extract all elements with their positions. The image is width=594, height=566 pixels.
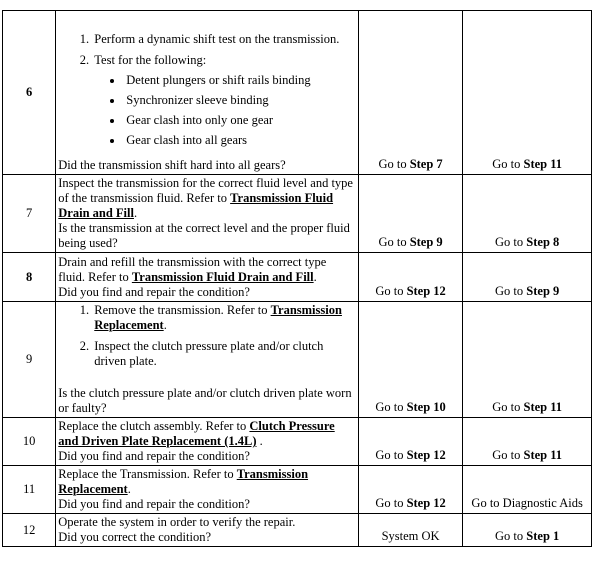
step-number: 10 <box>3 418 56 466</box>
step-number: 11 <box>3 466 56 514</box>
no-action <box>463 302 592 418</box>
list-item-text: Test for the following: <box>94 53 207 67</box>
transmission-replacement-link[interactable]: Transmission Replacement <box>58 467 309 496</box>
list-item-end: . <box>163 318 167 332</box>
step-action <box>56 302 359 418</box>
step-question: Did you find and repair the condition? <box>58 285 250 299</box>
list-item: 2. Inspect the clutch pressure plate and/or clutch driven plate. <box>92 339 356 369</box>
step-question: Is the transmission at the correct level and the proper fluid being used? <box>58 221 350 250</box>
yes-action <box>358 514 463 547</box>
yes-action <box>358 466 463 514</box>
list-item: 1. Perform a dynamic shift test on the transmission. <box>92 32 356 47</box>
no-action <box>463 466 592 514</box>
no-step-link[interactable]: Step 8 <box>526 235 560 249</box>
list-item-text: Remove the transmission. Refer to <box>94 303 271 317</box>
system-ok-text: System OK <box>381 529 440 543</box>
table-row <box>3 466 592 514</box>
step-question: Did you find and repair the condition? <box>58 497 250 511</box>
no-prefix: Go to <box>492 400 524 414</box>
step-text: Drain and refill the transmission with the correct type fluid. Refer to <box>58 255 327 284</box>
transmission-replacement-link[interactable]: Transmission Replacement <box>94 303 342 332</box>
step-text-end: . <box>256 434 263 448</box>
list-item <box>92 53 356 148</box>
step-question: Did the transmission shift hard into all gears? <box>58 158 286 172</box>
yes-action <box>358 11 463 175</box>
no-prefix: Go to <box>495 284 527 298</box>
step-question: Did you find and repair the condition? <box>58 449 250 463</box>
yes-prefix: Go to <box>375 448 407 462</box>
no-prefix: Go to <box>495 529 527 543</box>
no-step-link[interactable]: Step 11 <box>523 400 563 414</box>
bullet-list <box>94 73 356 148</box>
table-row <box>3 11 592 175</box>
table-row <box>3 418 592 466</box>
table-row <box>3 175 592 253</box>
step-question: Is the clutch pressure plate and/or clutch driven plate worn or faulty? <box>58 386 352 415</box>
transmission-fluid-drain-fill-link[interactable]: Transmission Fluid Drain and Fill <box>58 191 334 220</box>
diagnostic-aids-link[interactable]: Go to Diagnostic Aids <box>471 496 583 510</box>
yes-prefix: Go to <box>375 284 407 298</box>
step-text-end: . <box>313 270 317 284</box>
yes-action <box>358 418 463 466</box>
no-step-link[interactable]: Step 9 <box>526 284 560 298</box>
yes-step-link[interactable]: Step 10 <box>406 400 446 414</box>
no-step-link[interactable]: Step 1 <box>526 529 560 543</box>
yes-step-link[interactable]: Step 12 <box>406 284 446 298</box>
instruction-list <box>58 303 356 369</box>
transmission-fluid-drain-fill-link[interactable]: Transmission Fluid Drain and Fill <box>131 270 314 284</box>
table-row <box>3 514 592 547</box>
step-text: Replace the clutch assembly. Refer to <box>58 419 250 433</box>
step-number: 7 <box>3 175 56 253</box>
step-action <box>56 418 359 466</box>
yes-prefix: Go to <box>375 400 407 414</box>
no-prefix: Go to <box>495 235 527 249</box>
no-step-link[interactable]: Step 11 <box>523 157 563 171</box>
step-number: 12 <box>3 514 56 547</box>
step-action <box>56 466 359 514</box>
yes-prefix: Go to <box>375 496 407 510</box>
yes-action <box>358 302 463 418</box>
step-action <box>56 253 359 302</box>
list-item: • Gear clash into all gears <box>124 133 356 148</box>
yes-step-link[interactable]: Step 12 <box>406 448 446 462</box>
clutch-plate-replacement-link[interactable]: Clutch Pressure and Driven Plate Replacement (1.4L) <box>58 419 335 448</box>
yes-step-link[interactable]: Step 12 <box>406 496 446 510</box>
no-step-link[interactable]: Step 11 <box>523 448 563 462</box>
yes-prefix: Go to <box>378 157 410 171</box>
yes-step-link[interactable]: Step 9 <box>409 235 443 249</box>
step-number: 8 <box>3 253 56 302</box>
no-prefix: Go to <box>492 157 524 171</box>
step-number: 6 <box>3 11 56 175</box>
list-item <box>92 303 356 333</box>
table-row <box>3 253 592 302</box>
no-action <box>463 253 592 302</box>
yes-action <box>358 253 463 302</box>
no-prefix: Go to <box>492 448 524 462</box>
step-text-end: . <box>127 482 131 496</box>
diagnostic-table <box>2 10 592 547</box>
list-item: • Detent plungers or shift rails binding <box>124 73 356 88</box>
yes-step-link[interactable]: Step 7 <box>409 157 443 171</box>
no-action <box>463 418 592 466</box>
step-question: Did you correct the condition? <box>58 530 211 544</box>
step-number: 9 <box>3 302 56 418</box>
step-action <box>56 11 359 175</box>
no-action <box>463 514 592 547</box>
step-text: Inspect the transmission for the correct fluid level and type of the transmission fluid. Refer to <box>58 176 353 205</box>
no-action <box>463 175 592 253</box>
list-item: • Synchronizer sleeve binding <box>124 93 356 108</box>
step-action <box>56 175 359 253</box>
yes-action <box>358 175 463 253</box>
instruction-list <box>58 32 356 148</box>
list-item: • Gear clash into only one gear <box>124 113 356 128</box>
table-row <box>3 302 592 418</box>
no-action <box>463 11 592 175</box>
yes-prefix: Go to <box>378 235 410 249</box>
step-text-end: . <box>133 206 138 220</box>
step-action <box>56 514 359 547</box>
step-text: Operate the system in order to verify the repair. <box>58 515 296 529</box>
step-text: Replace the Transmission. Refer to <box>58 467 237 481</box>
